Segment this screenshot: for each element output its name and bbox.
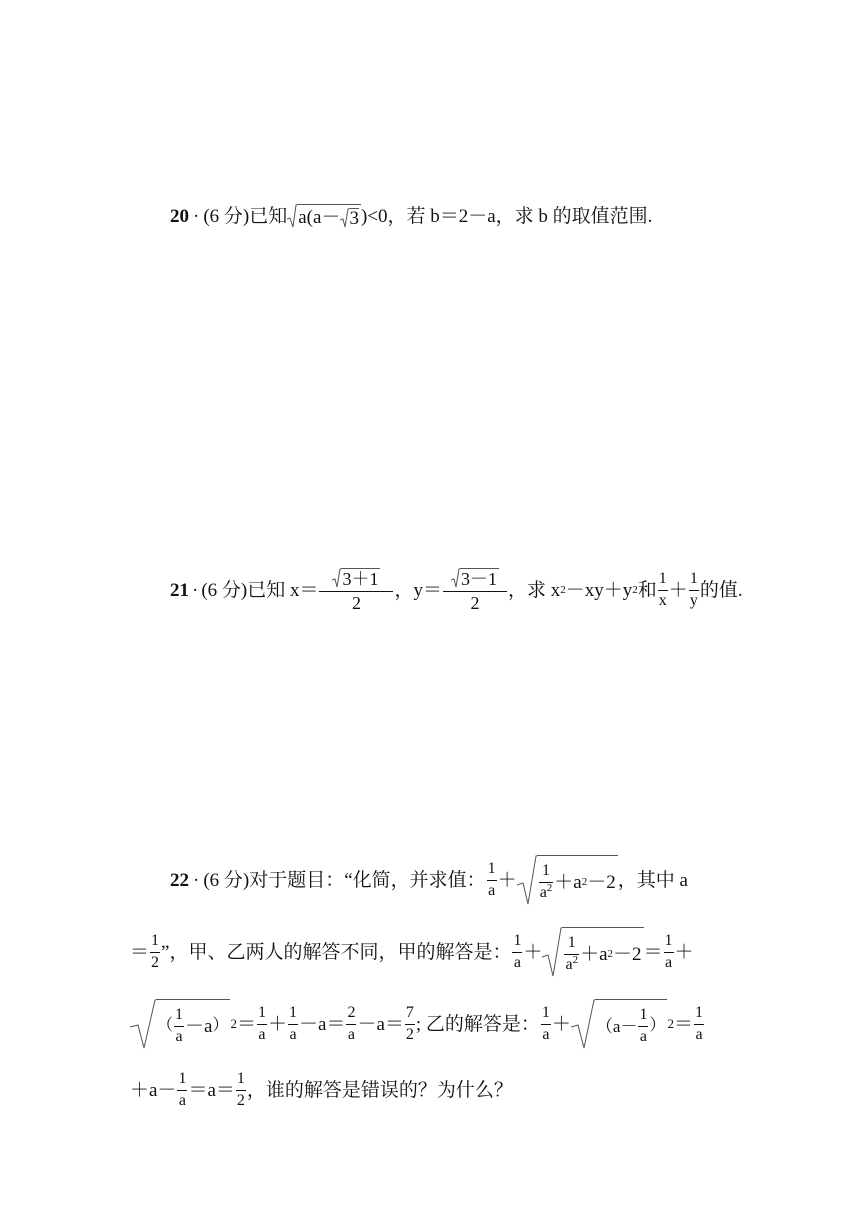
numerator: 1 (289, 1003, 297, 1021)
term: －2 (613, 943, 642, 965)
radical-sign-icon (287, 204, 297, 228)
plus-sign: ＋ (267, 1013, 287, 1035)
fraction-1-over-a2 (539, 863, 554, 902)
denominator: a (542, 1025, 550, 1043)
term: －a (185, 1015, 213, 1037)
plus-sign: ＋ (523, 941, 543, 963)
plus-sign: ＋ (668, 579, 688, 601)
denominator: 2 (151, 953, 160, 971)
exponent: 2 (572, 953, 579, 966)
numerator: 1 (178, 1069, 187, 1087)
paren: ） (649, 1017, 666, 1034)
numerator: 2 (347, 1003, 356, 1021)
fraction-1-over-2 (150, 933, 160, 972)
problem-number: 20 (170, 205, 189, 227)
numerator: 1 (639, 1005, 648, 1023)
denominator: 2 (470, 592, 480, 613)
term: ＋a (554, 871, 582, 893)
fraction-1-over-y (689, 571, 699, 610)
problem-dot: · (192, 579, 199, 601)
problem-22-line-2 (0, 924, 860, 980)
denominator: a (347, 1025, 355, 1043)
numerator-rest: ＋1 (351, 568, 379, 589)
fraction-y (443, 568, 507, 613)
radical-sign-icon (571, 999, 595, 1049)
term: （a－ (595, 1016, 638, 1036)
problem-text: ”，甲、乙两人的解答不同，甲的解答是： (161, 941, 512, 963)
sqrt-expression (571, 999, 668, 1049)
problem-20 (0, 196, 860, 236)
tail-text: 的值. (699, 579, 743, 601)
term: －a＝ (357, 1013, 404, 1035)
equals-sign: ＝ (643, 941, 663, 963)
radicand: 3 (461, 568, 470, 589)
fraction-x (319, 568, 393, 613)
numerator: 7 (405, 1003, 414, 1021)
denominator: a (664, 953, 673, 971)
denominator: y (689, 591, 698, 609)
plus-sign: ＋ (551, 1013, 571, 1035)
radicand-text: a(a－ (298, 207, 341, 228)
sqrt-3 (332, 568, 380, 589)
problem-22-line-3: （ $\frac{1}{a}$ －a ） 2 ＝ $\frac{1}{a}$ ＋ $\frac{1}{a}$ －a＝ $\frac{2}{a}$ －a＝ $\frac{7}{2}$ ; 乙的解答是： $\frac{1}{a}$ ＋ （a－ $\frac{1}{a}$ ） 2 ＝ $\frac{1}{a}$ (0, 996, 860, 1052)
and-text: 和 (637, 579, 657, 601)
numerator: 1 (541, 861, 550, 879)
denominator: a (178, 1091, 186, 1109)
fraction-1-over-a (177, 1071, 187, 1110)
radical-sign-icon (130, 999, 156, 1049)
denominator: a (695, 1025, 703, 1043)
separator-y: ，y＝ (394, 579, 442, 601)
numerator: 1 (541, 1003, 550, 1021)
denominator (539, 881, 554, 902)
problem-text-tail: )<0，若 b＝2－a，求 b 的取值范围. (360, 205, 653, 227)
denominator: a (258, 1025, 266, 1043)
sqrt-expression: $\frac{1}{a^2}$ ＋a 2 －2 (517, 855, 618, 905)
inner-radicand: 3 (349, 207, 359, 229)
problem-text-tail: ，其中 a (617, 869, 688, 891)
problem-text: (6 分)对于题目：“化简，并求值： (203, 869, 486, 891)
sqrt-expression (130, 999, 230, 1049)
fraction-1-over-a (257, 1005, 267, 1044)
fraction-1-over-a (664, 933, 674, 972)
problem-text: (6 分)已知 (203, 205, 288, 227)
denominator: 2 (351, 592, 361, 613)
numerator-rest: －1 (470, 568, 497, 589)
numerator: 1 (151, 931, 160, 949)
numerator: 1 (658, 569, 667, 587)
ask-text-2: －xy＋y (565, 579, 633, 601)
denominator: 2 (405, 1025, 414, 1043)
radical-sign-icon (542, 927, 562, 977)
problem-text-tail: ，谁的解答是错误的？为什么？ (246, 1079, 513, 1101)
fraction-1-over-x (658, 571, 668, 610)
numerator: 1 (487, 859, 496, 877)
denominator (564, 953, 579, 974)
plus-sign: ＋ (674, 941, 694, 963)
term: ＝a＝ (188, 1079, 235, 1101)
numerator: 1 (664, 931, 673, 949)
fraction-1-over-a2 (564, 935, 579, 974)
numerator: 1 (236, 1069, 245, 1087)
inner-sqrt (340, 208, 359, 228)
fraction-2-over-a (346, 1005, 356, 1044)
denominator: a (639, 1027, 648, 1045)
fraction-1-over-a (512, 933, 522, 972)
denominator: a (289, 1025, 297, 1043)
fraction-1-over-a (638, 1007, 648, 1046)
problem-number: 22 (170, 869, 189, 891)
fraction-1-over-a (541, 1005, 551, 1044)
equals-sign: ＝ (673, 1013, 693, 1035)
numerator: 1 (513, 931, 522, 949)
radicand: 3 (342, 568, 352, 589)
denominator: a (513, 953, 521, 971)
radical-sign-icon (517, 855, 537, 905)
problem-number: 21 (170, 579, 189, 601)
equals-sign: ＝ (236, 1013, 256, 1035)
plus-sign: ＋ (497, 869, 517, 891)
term: ＋a－ (130, 1079, 177, 1101)
problem-text: ; 乙的解答是： (415, 1013, 540, 1035)
denominator: a (175, 1027, 183, 1045)
fraction-1-over-a (174, 1007, 184, 1046)
sqrt-3 (451, 568, 499, 589)
problem-dot: · (193, 869, 200, 891)
base: a (565, 955, 573, 973)
exponent: 2 (546, 881, 553, 894)
problem-dot: · (193, 205, 200, 227)
radical-sign-icon (340, 208, 349, 228)
denominator: 2 (236, 1091, 245, 1109)
numerator: 1 (257, 1003, 266, 1021)
equals-sign: ＝ (130, 941, 150, 963)
term: －2 (587, 871, 616, 893)
fraction-1-over-a (288, 1005, 298, 1044)
paren: ） (212, 1017, 229, 1034)
term: ＋a (580, 943, 608, 965)
problem-text: (6 分)已知 x＝ (201, 579, 319, 601)
paren: （ (157, 1017, 174, 1034)
sqrt-expression (287, 204, 361, 228)
fraction-1-over-2 (236, 1071, 246, 1110)
problem-22-line-1 (0, 852, 860, 908)
radical-sign-icon (451, 568, 460, 588)
fraction-1-over-a (694, 1005, 704, 1044)
denominator: x (658, 591, 667, 609)
base: a (539, 883, 547, 901)
ask-text: ，求 x (508, 579, 561, 601)
term: －a＝ (299, 1013, 346, 1035)
sqrt-expression: $\frac{1}{a^2}$ ＋a 2 －2 (542, 927, 643, 977)
numerator: 1 (567, 933, 576, 951)
numerator: 1 (695, 1003, 703, 1021)
numerator: 1 (175, 1005, 184, 1023)
denominator: a (488, 881, 496, 899)
fraction-1-over-a (487, 861, 497, 900)
problem-22-line-4 (0, 1062, 860, 1118)
numerator: 1 (689, 569, 698, 587)
fraction-7-over-2 (405, 1005, 415, 1044)
radical-sign-icon (332, 568, 341, 588)
problem-21: 21 · (6 分)已知 x＝ 3 ＋1 2 ，y＝ 3 －1 2 ，求 x 2 －xy＋y 2 和 $\frac{1}{x}$ ＋ $\frac{1}{y}$ 的值. (170, 568, 743, 613)
